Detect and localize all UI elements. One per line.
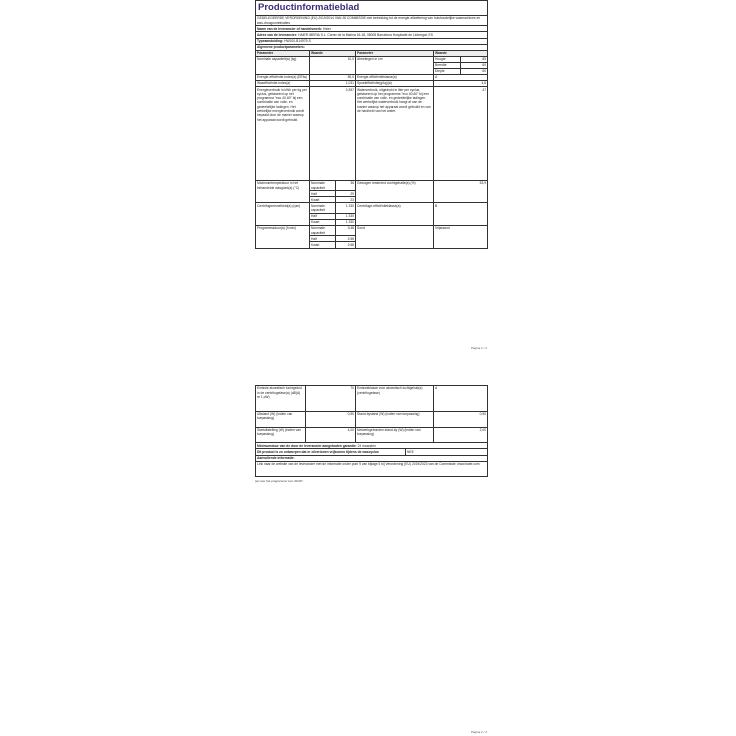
moisture-label: Gewogen resterend vochtgehalte(a) (%) — [356, 180, 434, 203]
delay-start-value: 4,00 — [306, 427, 356, 443]
noise-class-value: A — [434, 386, 488, 412]
duration-rated-label: Nominale capaciteit — [310, 226, 336, 236]
max-temp-rated-label: Nominale capaciteit — [310, 180, 336, 190]
energy-consumption-value: 0,357 — [310, 87, 356, 181]
standby-label: Stand-bystand (W) (indien van toepassing) — [356, 411, 434, 427]
standby-value: 0,50 — [434, 411, 488, 427]
supplier-address-label: Adres van de leverancier: — [257, 32, 298, 37]
page-number-1: Pagina 1 / 2 — [470, 346, 487, 350]
warranty-label: Minimumduur van de door de leverancier aangeboden garantie: — [257, 443, 357, 448]
max-temp-rated-value: 36 — [336, 180, 356, 190]
product-info-table-page-1 — [255, 0, 488, 249]
column-header-value: Waarde — [310, 50, 356, 56]
energy-class-label: Energie-efficiëntieklasse(a) — [356, 75, 434, 81]
eei-value: 50,0 — [310, 75, 356, 81]
max-temp-quarter-value: 23 — [336, 197, 356, 203]
product-info-table-page-2 — [255, 385, 488, 477]
spin-class-value: B — [434, 203, 488, 226]
supplier-address: HAIER IBERIA S.L. Carrer de la Marina 16-18, 08005 Barcelona Hospitalet de Llobregat, ES — [298, 32, 433, 37]
off-mode-label: Uitstand (W) (indien van toepassing) — [256, 411, 306, 427]
supplier-name: Haier — [322, 26, 331, 31]
wash-index-value: 1,031 — [310, 81, 356, 87]
model-label: Typeaanduiding: — [257, 38, 284, 43]
water-consumption-value: 47 — [434, 87, 488, 181]
wash-index-label: Wasefficiëntie-index(a) — [256, 81, 310, 87]
column-header-value-2: Waarde — [434, 50, 488, 56]
max-temp-quarter-label: Kwart — [310, 197, 336, 203]
column-header-parameter-2: Parameter — [356, 50, 434, 56]
page-2 — [255, 385, 487, 736]
height-label: Hoogte — [434, 57, 461, 62]
energy-class-value: A — [434, 75, 488, 81]
moisture-value: 53,9 — [434, 180, 488, 203]
networked-standby-label: Netwerkgebonden stand-by (W) (indien van toepassing) — [356, 427, 434, 443]
eei-label: Energie-efficiëntie-index(a) (EEIw) — [256, 75, 310, 81]
max-temp-label: Maximumtemperatuur in het behandelde wasgoed(a) (°C) — [256, 180, 310, 203]
energy-consumption-label: Energieverbruik in kWh per kg per cyclus, gebaseerd op het programma "eco 40-60" bij een combinatie van volle- en gedeeltelijke ladingen. Het werkelijke energieverbruik wordt bepaald door de manier waarop het apparaat wordt gebruikt. — [256, 87, 310, 181]
spin-label: Centrifugeersnelheid(a) (rpm) — [256, 203, 310, 226]
duration-label: Programmaduur(a) (h:min) — [256, 226, 310, 249]
page-number-2: Pagina 2 / 2 — [470, 730, 487, 734]
height-value: 85 — [482, 57, 487, 62]
duration-quarter-value: 2:58 — [336, 242, 356, 248]
type-label: Soort — [356, 226, 434, 249]
spin-rated-value: 1 330 — [336, 203, 356, 213]
document-title: Productinformatieblad — [256, 1, 488, 16]
rinse-label: Spoelefficiëntie(g/kg)(a) — [356, 81, 434, 87]
off-mode-value: 0,50 — [306, 411, 356, 427]
additional-info-header: Aanvullende informatie: — [256, 455, 488, 461]
footnote: (a) voor het programma "eco 40-60". — [255, 479, 304, 484]
spin-quarter-label: Kwart — [310, 219, 336, 225]
page-1 — [255, 0, 487, 352]
water-consumption-label: Waterverbruik, uitgedrukt in liter per cyclus, gebaseerd op het programma "eco 40-60" bij een combinatie van volle- en gedeeltelijke ladingen. Het werkelijke waterverbruik hangt af van de manier waarop het apparaat wordt gebruikt en van de hardheid van het water. — [356, 87, 434, 181]
capacity-label: Nominale capaciteit(a) (kg) — [256, 56, 310, 74]
duration-half-value: 2:58 — [336, 236, 356, 242]
rinse-value: 4,8 — [434, 81, 488, 87]
column-header-parameter: Parameter — [256, 50, 310, 56]
regulation-text: GEDELEGEERDE VERORDENING (EU) 2019/2014 VAN 28 COMMISSIE met betrekking tot de energie-etikettering van huishoudelijke wasmachines en was-droogcombinaties — [256, 16, 488, 26]
spin-quarter-value: 1 330 — [336, 219, 356, 225]
supplier-link-text: Link naar de website van de leverancier met de informatie onder punt 9 van bijlage II bij Verordening (EU) 2019/2023 van de Commissie: www.haier.com — [256, 461, 488, 477]
depth-value: 60 — [482, 69, 487, 74]
warranty-value: 24 maanden — [357, 443, 376, 448]
noise-label: Emissie akoestisch luchtgeluid in de centrifugefase(a) (dB(A) re 1 pW) — [256, 386, 306, 412]
delay-start-label: Startuitstelling (W) (indien van toepassing) — [256, 427, 306, 443]
model-value: HW100-B14979-S — [284, 38, 311, 43]
duration-quarter-label: Kwart — [310, 242, 336, 248]
duration-half-label: Half — [310, 236, 336, 242]
spin-half-label: Half — [310, 213, 336, 219]
spin-half-value: 1 330 — [336, 213, 356, 219]
max-temp-half-label: Half — [310, 191, 336, 197]
spin-rated-label: Nominale capaciteit — [310, 203, 336, 213]
supplier-name-label: Naam van de leverancier of handelsmerk: — [257, 26, 323, 31]
silver-ions-label: Dit product is zo ontworpen dat er zilverionen vrijkomen tijdens de wascyclus — [256, 449, 406, 455]
noise-class-label: Emissieklasse voor akoestisch luchtgeluid(a) (centrifugefase) — [356, 386, 434, 412]
silver-ions-value: NEE — [406, 449, 488, 455]
depth-label: Diepte — [434, 69, 461, 74]
max-temp-half-value: 29 — [336, 191, 356, 197]
general-parameters-header: Algemene productparameters: — [256, 44, 488, 50]
width-label: Breedte — [434, 63, 461, 68]
networked-standby-value: 2,00 — [434, 427, 488, 443]
capacity-value: 10,0 — [310, 56, 356, 74]
width-value: 60 — [482, 63, 487, 68]
dimensions-label: Afmetingen in cm — [356, 56, 434, 74]
duration-rated-value: 3:48 — [336, 226, 356, 236]
type-value: Vrijstaand — [434, 226, 488, 249]
noise-value: 70 — [306, 386, 356, 412]
spin-class-label: Centrifuge-efficiëntieklasse(a) — [356, 203, 434, 226]
